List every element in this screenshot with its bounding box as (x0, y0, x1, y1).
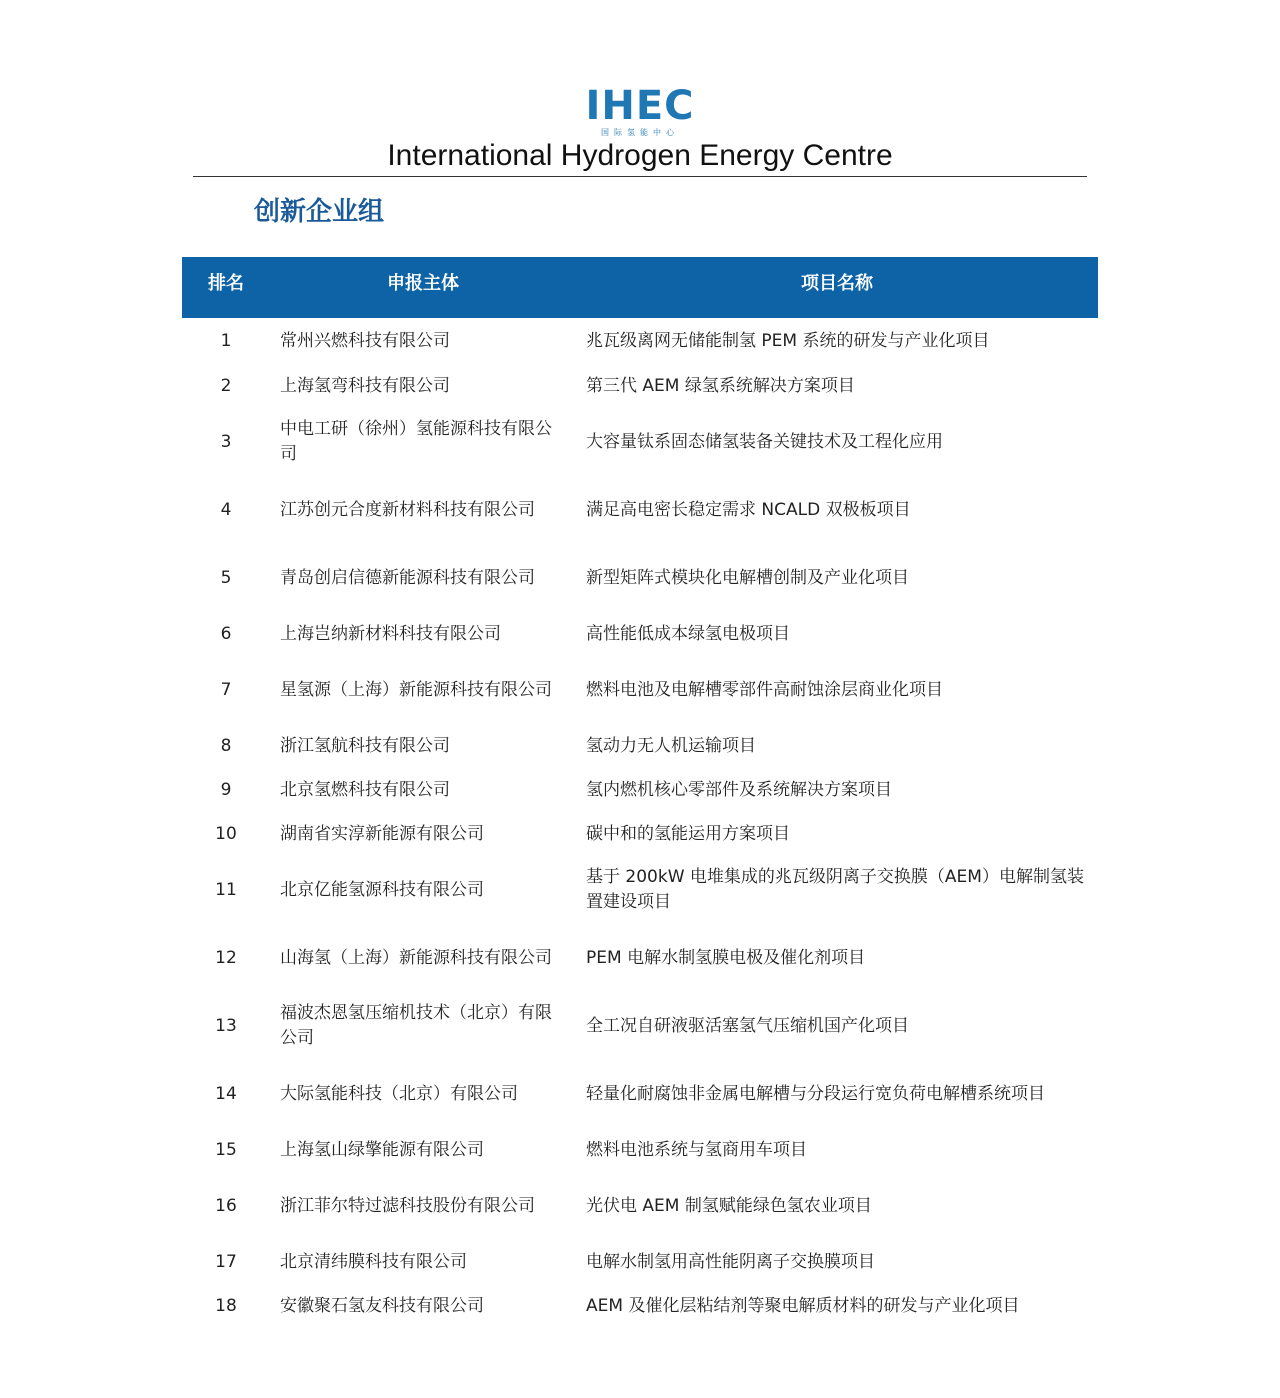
table-row (182, 768, 1098, 812)
project-cell: 电解水制氢用高性能阴离子交换膜项目 (586, 1251, 875, 1272)
entity-cell: 北京氢燃科技有限公司 (280, 779, 450, 800)
entity-cell: 中电工研（徐州）氢能源科技有限公司 (280, 419, 552, 464)
rank-cell: 11 (215, 879, 237, 900)
entity-cell: 福波杰恩氢压缩机技术（北京）有限公司 (280, 1003, 552, 1048)
entity-cell: 山海氢（上海）新能源科技有限公司 (280, 947, 552, 968)
table-row (182, 856, 1098, 924)
rank-cell: 9 (220, 779, 232, 800)
entity-cell: 上海氢弯科技有限公司 (280, 375, 450, 396)
table-row (182, 1060, 1098, 1128)
ranking-table (182, 257, 1098, 1328)
project-cell: 第三代 AEM 绿氢系统解决方案项目 (586, 375, 855, 396)
table-header-row (182, 257, 1098, 318)
column-header-entity: 申报主体 (270, 257, 576, 318)
rank-cell: 4 (220, 499, 232, 520)
ihec-logo (585, 83, 695, 138)
project-cell: AEM 及催化层粘结剂等聚电解质材料的研发与产业化项目 (586, 1295, 1020, 1316)
table-row (182, 812, 1098, 856)
project-cell: 光伏电 AEM 制氢赋能绿色氢农业项目 (586, 1195, 872, 1216)
table-row (182, 992, 1098, 1060)
table-row (182, 656, 1098, 724)
table-row (182, 1240, 1098, 1284)
entity-cell: 青岛创启信德新能源科技有限公司 (280, 567, 535, 588)
rank-cell: 16 (215, 1195, 237, 1216)
rank-cell: 17 (215, 1251, 237, 1272)
rank-cell: 6 (220, 623, 232, 644)
project-cell: 全工况自研液驱活塞氢气压缩机国产化项目 (586, 1015, 909, 1036)
table-row (182, 1172, 1098, 1240)
rank-cell: 14 (215, 1083, 237, 1104)
project-cell: 燃料电池及电解槽零部件高耐蚀涂层商业化项目 (586, 679, 943, 700)
table-row (182, 476, 1098, 544)
project-cell: 基于 200kW 电堆集成的兆瓦级阴离子交换膜（AEM）电解制氢装置建设项目 (586, 867, 1084, 912)
project-cell: 新型矩阵式模块化电解槽创制及产业化项目 (586, 567, 909, 588)
entity-cell: 常州兴燃科技有限公司 (280, 330, 450, 351)
table-row (182, 408, 1098, 476)
project-cell: 轻量化耐腐蚀非金属电解槽与分段运行宽负荷电解槽系统项目 (586, 1083, 1045, 1104)
entity-cell: 北京亿能氢源科技有限公司 (280, 879, 484, 900)
organization-name: International Hydrogen Energy Centre (387, 139, 893, 172)
rank-cell: 12 (215, 947, 237, 968)
table-row (182, 724, 1098, 768)
rank-cell: 13 (215, 1015, 237, 1036)
entity-cell: 安徽聚石氢友科技有限公司 (280, 1295, 484, 1316)
project-cell: 高性能低成本绿氢电极项目 (586, 623, 790, 644)
table-row (182, 318, 1098, 364)
header-divider (193, 176, 1087, 177)
rank-cell: 18 (215, 1295, 237, 1316)
entity-cell: 上海岂纳新材料科技有限公司 (280, 623, 501, 644)
rank-cell: 3 (220, 431, 232, 452)
column-header-rank: 排名 (182, 257, 270, 318)
entity-cell: 星氢源（上海）新能源科技有限公司 (280, 679, 552, 700)
project-cell: 大容量钛系固态储氢装备关键技术及工程化应用 (586, 431, 943, 452)
rank-cell: 15 (215, 1139, 237, 1160)
table-row (182, 1128, 1098, 1172)
table-row (182, 364, 1098, 408)
column-header-project: 项目名称 (576, 257, 1098, 318)
project-cell: 燃料电池系统与氢商用车项目 (586, 1139, 807, 1160)
project-cell: 满足高电密长稳定需求 NCALD 双极板项目 (586, 499, 911, 520)
entity-cell: 大际氢能科技（北京）有限公司 (280, 1083, 518, 1104)
rank-cell: 1 (220, 330, 232, 351)
entity-cell: 浙江氢航科技有限公司 (280, 735, 450, 756)
rank-cell: 7 (220, 679, 232, 700)
entity-cell: 湖南省实淳新能源有限公司 (280, 823, 484, 844)
entity-cell: 浙江菲尔特过滤科技股份有限公司 (280, 1195, 535, 1216)
entity-cell: 江苏创元合度新材料科技有限公司 (280, 499, 535, 520)
project-cell: 氢动力无人机运输项目 (586, 735, 756, 756)
logo-subtitle: 国际氢能中心 (600, 128, 679, 137)
rank-cell: 10 (215, 823, 237, 844)
section-title: 创新企业组 (254, 197, 385, 227)
entity-cell: 上海氢山绿擎能源有限公司 (280, 1139, 484, 1160)
entity-cell: 北京清纬膜科技有限公司 (280, 1251, 467, 1272)
rank-cell: 2 (220, 375, 232, 396)
document-header (0, 83, 1280, 173)
project-cell: 兆瓦级离网无储能制氢 PEM 系统的研发与产业化项目 (586, 330, 990, 351)
table-row (182, 612, 1098, 656)
table-row (182, 924, 1098, 992)
project-cell: PEM 电解水制氢膜电极及催化剂项目 (586, 947, 866, 968)
project-cell: 氢内燃机核心零部件及系统解决方案项目 (586, 779, 892, 800)
table-row (182, 544, 1098, 612)
rank-cell: 8 (220, 735, 232, 756)
logo-mark: IHEC (585, 83, 695, 129)
table-row (182, 1284, 1098, 1328)
project-cell: 碳中和的氢能运用方案项目 (586, 823, 790, 844)
rank-cell: 5 (220, 567, 232, 588)
